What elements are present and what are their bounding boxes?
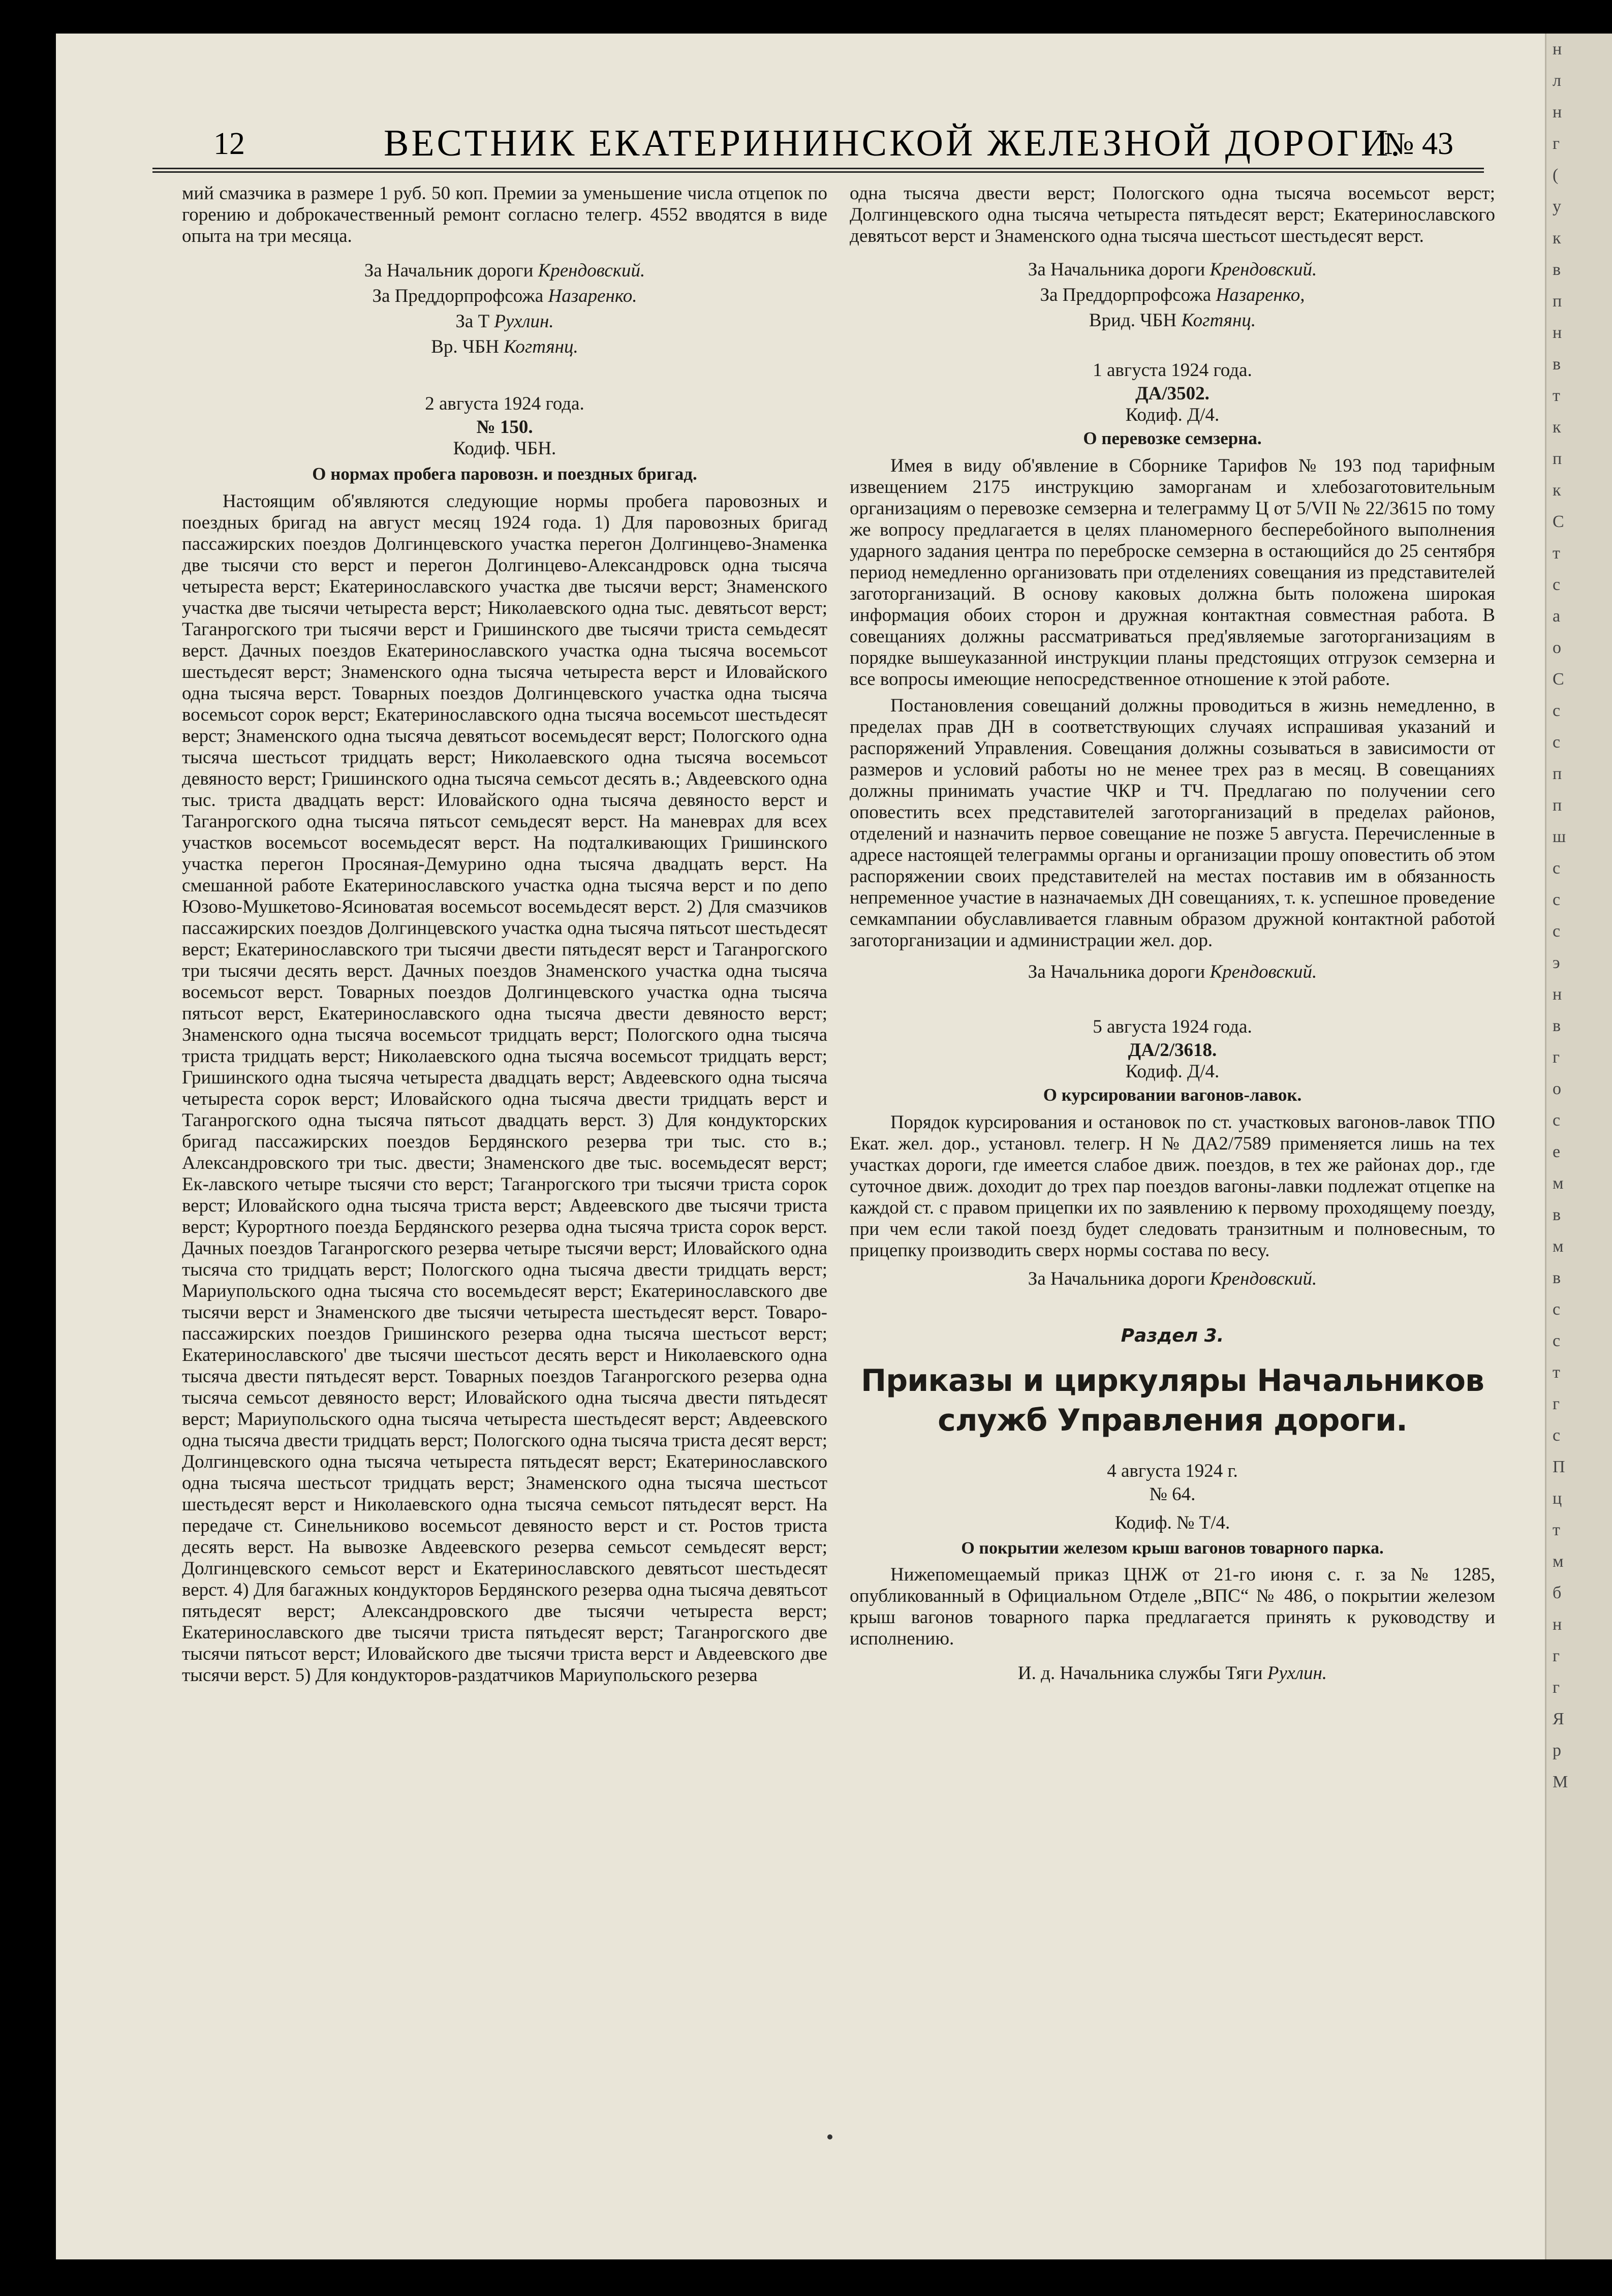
edge-letter: г xyxy=(1553,1048,1560,1067)
edge-letter: С xyxy=(1553,670,1564,689)
edge-letter: м xyxy=(1553,1174,1564,1193)
order-body: Постановления совещаний должны проводиться в жизнь немедленно, в пределах прав ДН в соответствующих случаях испрашивая указаний и распоряжений Управления. Совещания должны созываться в зависимости от размеров и условий работы но не менее трех раз в месяц. В совещаниях должны принимать участие ЧКР и ТЧ. Предлагаю по получении сего оповестить всех представителей заготорганизаций в пределах районов, отделений и назначить первое совещание не позже 5 августа. Перечисленные в адресе настоящей телеграммы органы и организации прошу оповестить об этом распоряжении своих представителей на местах поставив им в обязанность непременное участие в назначаемых ДН совещаниях, т. к. успешное проведение семкампании обуславливается главным образом дружной контактной работой заготорганизации и администрации жел. дор. xyxy=(850,695,1495,951)
edge-letter: н xyxy=(1553,1615,1562,1634)
edge-letter: у xyxy=(1553,197,1561,216)
page-header xyxy=(152,122,1484,173)
edge-letter: н xyxy=(1553,40,1562,58)
edge-letter: ш xyxy=(1553,827,1566,846)
edge-letter: п xyxy=(1553,449,1562,468)
signatory-name: Крендовский. xyxy=(1210,259,1317,280)
order-codification: Кодиф. № Т/4. xyxy=(1114,1512,1230,1533)
signatory-name: Назаренко, xyxy=(1216,285,1305,305)
edge-letter: т xyxy=(1553,544,1560,563)
order-heading: О перевозке семзерна. xyxy=(1083,428,1262,448)
edge-letter: Я xyxy=(1553,1710,1564,1728)
signatory-name: Крендовский. xyxy=(538,260,645,281)
edge-letter: л xyxy=(1553,71,1561,90)
signatory-name: Крендовский. xyxy=(1210,1268,1317,1289)
edge-letter: с xyxy=(1553,1300,1561,1319)
order-codification: Кодиф. Д/4. xyxy=(1125,405,1220,425)
edge-letter: к xyxy=(1553,229,1561,247)
signature-line: За Преддорпрофсожа Назаренко. xyxy=(372,286,637,306)
publication-title: ВЕСТНИК ЕКАТЕРИНИНСКОЙ ЖЕЛЕЗНОЙ ДОРОГИ. xyxy=(384,122,1403,164)
edge-letter: в xyxy=(1553,1268,1561,1287)
order-heading: О курсировании вагонов-лавок. xyxy=(1043,1085,1302,1105)
order-body: Настоящим об'являются следующие нормы пробега паровозных и поездных бригад на август месяц 1924 года. 1) Для паровозных бригад пассажирских поездов Долгинцевского участка перегон Долгинцево-Знаменка две тысячи сто верст и перегон Долгинцево-Александровск одна тысяча четыреста верст; Екатеринославского участка две тысячи верст; Знаменского участка две тысячи четыреста верст; Николаевского одна тыс. девятьсот верст; Таганрогского три тысячи верст и Гришинского две тысячи триста семьдесят верст. Дачных поездов Екатеринославского участка одна тысяча восемьсот шестьдесят верст; Знаменского одна тысяча четыреста верст и Иловайского одна тысяча верст. Товарных поездов Долгинцевского участка одна тысяча восемьсот сорок верст; Екатеринославского одна тысяча восемьсот шестьдесят верст; Знаменского одна тысяча девятьсот восемьдесят верст; Пологского одна тысяча шестьсот тридцать верст; Николаевского одна тысяча восемьсот девяносто верст; Гришинского одна тысяча семьсот десять в.; Авдеевского одна тыс. триста двадцать верст: Иловайского одна тысяча девяносто верст и Таганрогского одна тысяча пятьсот семьдесят верст. На маневрах для всех участков восемьсот восемьдесят верст. На подталкивающих Гришинского участка перегон Просяная-Демурино одна тысяча двадцать верст. На смешанной работе Екатеринославского участка одна тысяча верст и по депо Юзово-Мушкетово-Ясиноватая восемьсот восемьдесят верст. 2) Для смазчиков пассажирских поездов Долгинцевского участка одна тысяча пятьсот шестьдесят верст; Екатеринославского три тысячи двести пятьдесят верст и Таганрогского три тысячи десять верст. Дачных поездов Знаменского участка одна тысяча восемьсот верст. Товарных поездов Долгинцевского участка одна тысяча пятьсот верст, Екатеринославского одна тысяча двести девяносто верст; Знаменского одна тысяча восемьсот тридцать верст; Пологского одна тысяча триста тридцать верст; Николаевского одна тысяча восемьсот тридцать верст; Гришинского одна тысяча четыреста двадцать верст; Авдеевского одна тысяча четыреста сорок верст; Иловайского одна тысяча двести тридцать верст и Таганрогского одна тысяча пятьсот двадцать верст. 3) Для кондукторских бригад пассажирских поездов Бердянского резерва три тыс. сто в.; Александровского три тыс. двести; Знаменского две тыс. восемьдесят верст; Ек-лавского четыре тысячи сто верст; Таганрогского три тысячи триста сорок верст; Иловайского одна тысяча триста верст; Авдеевского две тысячи триста верст; Курортного поезда Бердянского резерва одна тысяча триста сорок верст. Дачных поездов Таганрогского резерва четыре тысячи верст; Иловайского одна тысяча сто тридцать верст; Пологского одна тысяча двести тридцать верст; Мариупольского одна тысяча сто восемьдесят верст; Екатеринославского две тысячи верст и Знаменского две тысячи четыреста шестьдесят верст. Товаро-пассажирских поездов Гришинского резерва одна тысяча шестьсот верст; Екатеринославского' две тысячи шестьсот десять верст и Николаевского одна тысяча двести пятьдесят верст. Товарных поездов Таганрогского резерва одна тысяча семьсот девяносто верст; Иловайского одна тысяча двести пятьдесят верст; Мариупольского одна тысяча четыреста шестьдесят верст; Авдеевского одна тысяча двести тридцать верст; Пологского одна тысяча триста десят верст; Долгинцевского одна тысяча четыреста пятьдесят верст; Екатеринославского одна тысяча шестьсот тридцать верст; Знаменского одна тысяча шестьсот шестьдесят верст и Николаевского одна тысяча семьсот пятьдесят верст. На передаче ст. Синельниково восемьсот девяносто верст и ст. Ростов триста десять верст. На вывозке Авдеевского резерва семьсот семьдесят верст; Долгинцевского семьсот верст и Екатеринославского девятьсот шестьдесят верст. 4) Для багажных кондукторов Бердянского резерва одна тысяча девятьсот пятьдесят верст; Александровского две тысячи четыреста верст; Екатеринославского две тысячи триста пятьдесят верст; Таганрогского две тысячи пятьсот верст; Иловайского две тысячи триста верст и Авдеевского две тысячи верст. 5) Для кондукторов-раздатчиков Мариупольского резерва xyxy=(182,491,827,1686)
edge-letter: м xyxy=(1553,1552,1564,1571)
edge-letter: г xyxy=(1553,1647,1560,1665)
order-date: 4 августа 1924 г. xyxy=(1107,1461,1238,1481)
edge-letter: г xyxy=(1553,134,1560,153)
order-date: 5 августа 1924 года. xyxy=(1093,1016,1252,1037)
issue-number: № 43 xyxy=(1384,127,1453,161)
signature-line: За Начальника дороги Крендовский. xyxy=(1028,1268,1317,1289)
order-body: Порядок курсирования и остановок по ст. участковых вагонов-лавок ТПО Екат. жел. дор., установл. телегр. Н № ДА2/7589 применяется лишь на тех участках дороги, где имеется слабое движ. поездов, в тех же районах дор., где суточное движ. доходит до трех пар поездов вагоны-лавки подлежат отцепке на каждой ст. с правом прицепки их по заявлению к первому проходящему поезду, при чем если такой поезд будет следовать транзитным и полновесным, то прицепку производить сверх нормы состава по весу. xyxy=(850,1112,1495,1261)
edge-letter: п xyxy=(1553,796,1562,815)
edge-letter: н xyxy=(1553,323,1562,342)
adjacent-page-edge xyxy=(1545,34,1612,2259)
edge-letter: н xyxy=(1553,103,1562,121)
edge-letter: с xyxy=(1553,701,1561,720)
edge-letter: М xyxy=(1553,1773,1568,1791)
signatory-name: Назаренко. xyxy=(548,286,637,306)
edge-letter: с xyxy=(1553,575,1561,594)
page-number: 12 xyxy=(213,127,245,161)
edge-letter: ц xyxy=(1553,1489,1562,1508)
signatory-name: Рухлин. xyxy=(494,311,554,332)
edge-letter: т xyxy=(1553,386,1560,405)
edge-letter: с xyxy=(1553,922,1561,941)
edge-letter: о xyxy=(1553,638,1561,657)
edge-letter: с xyxy=(1553,890,1561,909)
edge-letter: с xyxy=(1553,859,1561,878)
signature-line: И. д. Начальника службы Тяги Рухлин. xyxy=(1017,1663,1327,1684)
edge-letter: э xyxy=(1553,953,1560,972)
edge-letter: П xyxy=(1553,1457,1565,1476)
signatory-name: Когтянц. xyxy=(504,336,578,357)
edge-letter: т xyxy=(1553,1363,1560,1382)
signature-line: За Начальник дороги Крендовский. xyxy=(364,260,645,281)
edge-letter: о xyxy=(1553,1079,1561,1098)
left-column xyxy=(182,183,827,1691)
edge-letter: г xyxy=(1553,1678,1560,1697)
signature-line: За Начальника дороги Крендовский. xyxy=(1028,259,1317,280)
edge-letter: в xyxy=(1553,1205,1561,1224)
order-body: Нижепомещаемый приказ ЦНЖ от 21-го июня с. г. за № 1285, опубликованный в Официальном Отделе „ВПС“ № 486, о покрытии железом крыш вагонов товарного парка предлагается принять к руководству и исполнению. xyxy=(850,1564,1495,1649)
order-number: ДА/2/3618. xyxy=(1128,1040,1217,1061)
order-number: ДА/3502. xyxy=(1135,383,1210,404)
edge-letter: ( xyxy=(1553,166,1559,184)
edge-letter: п xyxy=(1553,764,1562,783)
edge-letter: в xyxy=(1553,355,1561,374)
section-title: Приказы и циркуляры Начальников служб Управления дороги. xyxy=(861,1363,1484,1438)
order-date: 1 августа 1924 года. xyxy=(1093,360,1252,381)
edge-letter: а xyxy=(1553,607,1561,626)
edge-letter: т xyxy=(1553,1521,1560,1539)
edge-letter: б xyxy=(1553,1584,1562,1602)
ink-speck xyxy=(827,2134,832,2139)
signatory-name: Крендовский. xyxy=(1210,961,1317,982)
edge-letter: в xyxy=(1553,260,1561,279)
order-date: 2 августа 1924 года. xyxy=(425,393,584,414)
edge-letter: р xyxy=(1553,1741,1561,1760)
edge-letter: с xyxy=(1553,1111,1561,1130)
order-number: № 150. xyxy=(476,417,533,438)
edge-letter: С xyxy=(1553,512,1564,531)
continued-text: одна тысяча двести верст; Пологского одна тысяча восемьсот верст; Долгинцевского одна тысяча четыреста пятьдесят верст; Екатеринославского девятьсот верст и Знаменского одна тысяча шестьсот шестьдесят верст. xyxy=(850,183,1495,246)
continued-text: мий смазчика в размере 1 руб. 50 коп. Премии за уменьшение числа отцепок по горению и доброкачественный ремонт согласно телегр. 4552 вводятся в виде опыта на три месяца. xyxy=(182,183,827,246)
edge-letter: с xyxy=(1553,1426,1561,1445)
signature-line: За Начальника дороги Крендовский. xyxy=(1028,961,1317,982)
edge-letter: м xyxy=(1553,1237,1564,1256)
edge-letter: к xyxy=(1553,481,1561,500)
edge-letter: с xyxy=(1553,733,1561,752)
order-body: Имея в виду об'явление в Сборнике Тарифов № 193 под тарифным извещением 2175 инструкцию заморганам и хлебозаготовительным организациям о перевозке семзерна и телеграмму Ц от 5/VII № 22/3615 по тому же вопросу предлагается в целях планомерного бесперебойного выполнения ударного задания центра по переброске семзерна в остающийся до 25 сентября период немедленно организовать при отделениях совещания из представителей заготорганизаций. В основу каковых должна быть положена широкая информация обоих сторон и дружная контактная совместная работа. В совещаниях должны рассматриваться пред'являемые заготорганизациям в порядке вышеуказанной инструкции планы предстоящих отгрузок семзерна и все вопросы имеющие непосредственное отношение к этой работе. xyxy=(850,455,1495,690)
edge-letter: г xyxy=(1553,1394,1560,1413)
right-column xyxy=(850,183,1495,1688)
order-heading: О покрытии железом крыш вагонов товарного парка. xyxy=(961,1539,1384,1558)
order-codification: Кодиф. ЧБН. xyxy=(453,438,556,459)
edge-letter: к xyxy=(1553,418,1561,437)
section-label: Раздел 3. xyxy=(1121,1325,1224,1346)
signatory-name: Когтянц. xyxy=(1181,310,1256,331)
signature-line: Врид. ЧБН Когтянц. xyxy=(1089,310,1256,331)
edge-letter: е xyxy=(1553,1142,1561,1161)
signatory-name: Рухлин. xyxy=(1267,1663,1327,1684)
edge-letter: н xyxy=(1553,985,1562,1004)
signature-line: За Преддорпрофсожа Назаренко, xyxy=(1040,285,1305,305)
edge-letter: с xyxy=(1553,1331,1561,1350)
signature-line: Вр. ЧБН Когтянц. xyxy=(431,336,578,357)
edge-letter: в xyxy=(1553,1016,1561,1035)
order-heading: О нормах пробега паровозн. и поездных бригад. xyxy=(312,464,697,484)
signature-line: За Т Рухлин. xyxy=(455,311,554,332)
edge-letter: п xyxy=(1553,292,1562,311)
order-number: № 64. xyxy=(1149,1484,1196,1505)
order-codification: Кодиф. Д/4. xyxy=(1125,1061,1220,1082)
